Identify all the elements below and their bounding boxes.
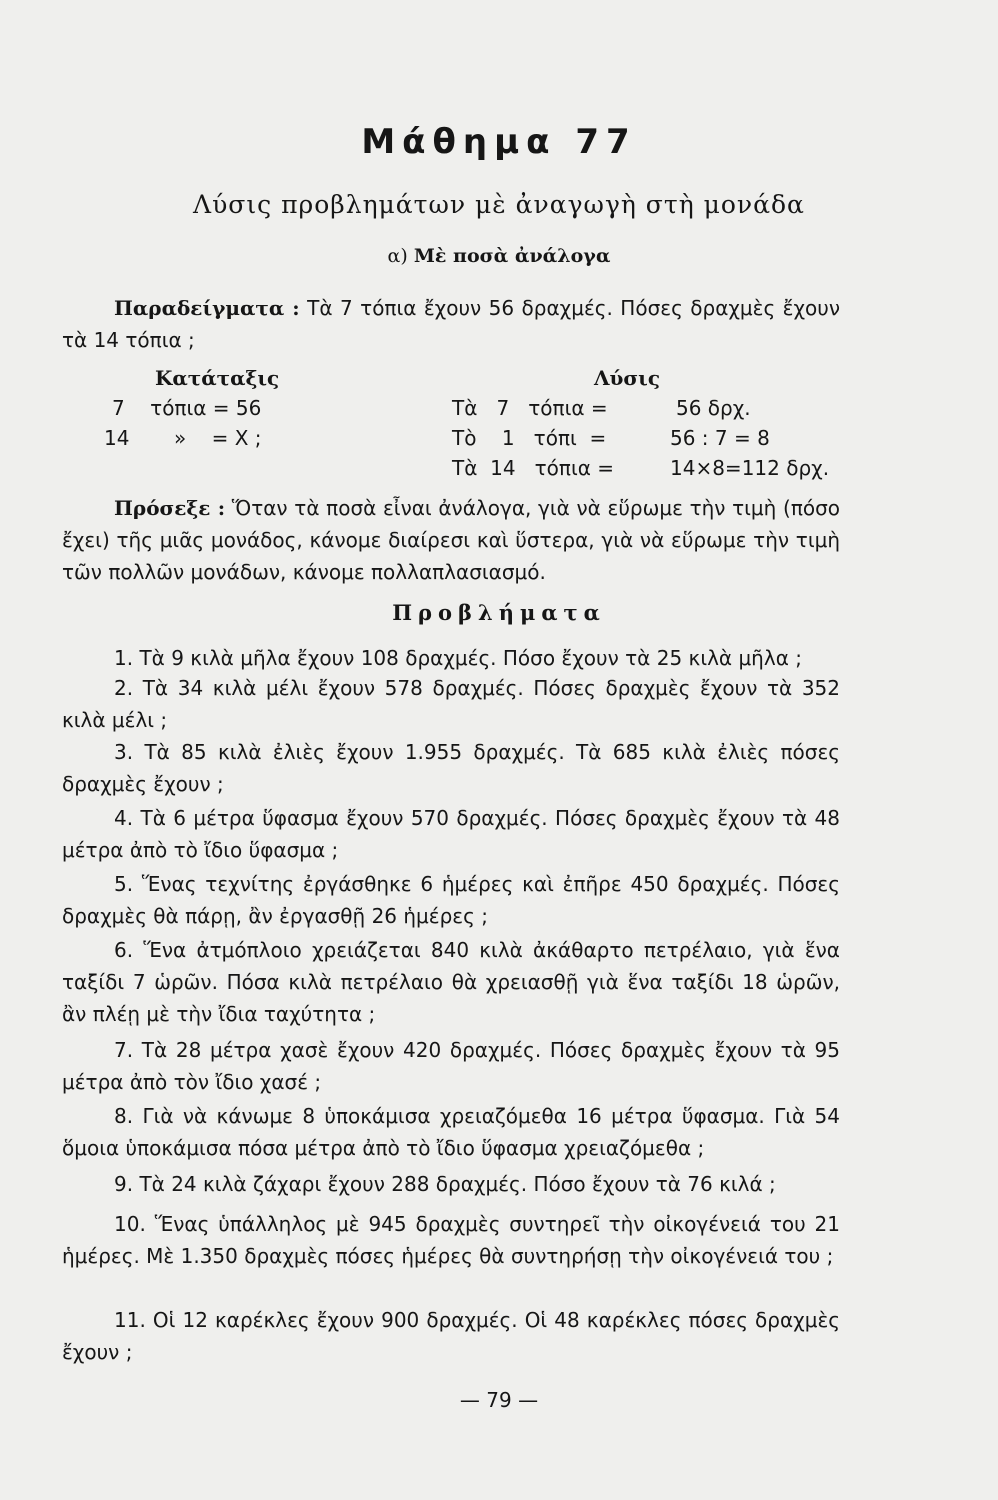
problem-item	[62, 642, 840, 674]
example-text: Τὰ 7 τόπια ἔχουν 56 δραχμές. Πόσες δραχμὲς ἔχουν τὰ 14 τόπια ;	[62, 296, 840, 352]
solution-row-left: Τὰ 14 τόπια =	[452, 456, 615, 480]
problem-number: 9.	[114, 1172, 134, 1196]
problem-number: 2.	[114, 676, 134, 700]
problem-item	[62, 736, 840, 800]
problem-number: 6.	[114, 938, 134, 962]
note-text: Ὅταν τὰ ποσὰ εἶναι ἀνάλογα, γιὰ νὰ εὕρωμε τὴν τιμὴ (πόσο ἔχει) τῆς μιᾶς μονάδος, κάνομε διαίρεσι καὶ ὕστερα, γιὰ νὰ εὕρωμε τὴν τιμὴ τῶν πολλῶν μονάδων, κάνομε πολλαπλασιασμό.	[62, 496, 841, 584]
problem-item	[62, 1100, 840, 1164]
problem-item	[62, 1168, 840, 1200]
problem-number: 7.	[114, 1038, 134, 1062]
problem-item	[62, 672, 840, 736]
problem-number: 4.	[114, 806, 134, 830]
example-label: Παραδείγματα :	[114, 296, 300, 320]
arrangement-row: 14 » = X ;	[104, 426, 262, 450]
problem-number: 8.	[114, 1104, 134, 1128]
lesson-subtitle: Λύσις προβλημάτων μὲ ἀναγωγὴ στὴ μονάδα	[193, 190, 805, 219]
problem-text: Οἱ 12 καρέκλες ἔχουν 900 δραχμές. Οἱ 48 καρέκλες πόσες δραχμὲς ἔχουν ;	[62, 1308, 840, 1364]
problem-number: 3.	[114, 740, 134, 764]
problem-number: 1.	[114, 646, 134, 670]
problem-number: 11.	[114, 1308, 146, 1332]
solution-row-left: Τὸ 1 τόπι =	[452, 426, 607, 450]
problem-item	[62, 934, 840, 1030]
problem-text: Τὰ 85 κιλὰ ἐλιὲς ἔχουν 1.955 δραχμές. Τὰ 685 κιλὰ ἐλιὲς πόσες δραχμὲς ἔχουν ;	[62, 740, 840, 796]
problem-text: Ἕνα ἀτμόπλοιο χρειάζεται 840 κιλὰ ἀκάθαρτο πετρέλαιο, γιὰ ἕνα ταξίδι 7 ὡρῶν. Πόσα κιλὰ πετρέλαιο θὰ χρειασθῇ γιὰ ἕνα ταξίδι 18 ὡρῶν, ἂν πλέῃ μὲ τὴν ἴδια ταχύτητα ;	[62, 938, 840, 1026]
section-heading	[0, 245, 998, 267]
problem-text: Γιὰ νὰ κάνωμε 8 ὑποκάμισα χρειαζόμεθα 16 μέτρα ὕφασμα. Γιὰ 54 ὅμοια ὑποκάμισα πόσα μέτρα ἀπὸ τὸ ἴδιο ὕφασμα χρειαζόμεθα ;	[62, 1104, 841, 1160]
problem-number: 10.	[114, 1212, 146, 1236]
problem-item	[62, 868, 840, 932]
problem-item	[62, 1304, 840, 1368]
problem-item	[62, 802, 840, 866]
solution-heading: Λύσις	[594, 366, 660, 390]
problem-text: Ἕνας ὑπάλληλος μὲ 945 δραχμὲς συντηρεῖ τὴν οἰκογένειά του 21 ἡμέρες. Μὲ 1.350 δραχμὲς πόσες ἡμέρες θὰ συντηρήσῃ τὴν οἰκογένειά του ;	[62, 1212, 840, 1268]
note-label: Πρόσεξε :	[114, 496, 226, 520]
problem-item	[62, 1208, 840, 1272]
arrangement-heading: Κατάταξις	[155, 366, 280, 390]
note-paragraph	[62, 492, 840, 588]
arrangement-row: 7 τόπια = 56	[112, 396, 262, 420]
solution-row-left: Τὰ 7 τόπια =	[452, 396, 608, 420]
solution-row-right: 56 : 7 = 8	[670, 426, 770, 450]
problem-text: Ἕνας τεχνίτης ἐργάσθηκε 6 ἡμέρες καὶ ἐπῆρε 450 δραχμές. Πόσες δραχμὲς θὰ πάρῃ, ἂν ἐργασθῇ 26 ἡμέρες ;	[62, 872, 840, 928]
problem-text: Τὰ 9 κιλὰ μῆλα ἔχουν 108 δραχμές. Πόσο ἔχουν τὰ 25 κιλὰ μῆλα ;	[139, 646, 802, 670]
problem-text: Τὰ 34 κιλὰ μέλι ἔχουν 578 δραχμές. Πόσες δραχμὲς ἔχουν τὰ 352 κιλὰ μέλι ;	[62, 676, 841, 732]
problem-text: Τὰ 28 μέτρα χασὲ ἔχουν 420 δραχμές. Πόσες δραχμὲς ἔχουν τὰ 95 μέτρα ἀπὸ τὸν ἴδιο χασέ ;	[62, 1038, 841, 1094]
page-number: — 79 —	[459, 1388, 539, 1412]
problems-heading: Προβλήματα	[392, 600, 606, 625]
problem-text: Τὰ 6 μέτρα ὕφασμα ἔχουν 570 δραχμές. Πόσες δραχμὲς ἔχουν τὰ 48 μέτρα ἀπὸ τὸ ἴδιο ὕφασμα ;	[62, 806, 841, 862]
problem-number: 5.	[114, 872, 134, 896]
section-marker: α)	[387, 245, 408, 267]
lesson-title: Μάθημα 77	[361, 122, 637, 162]
problem-text: Τὰ 24 κιλὰ ζάχαρι ἔχουν 288 δραχμές. Πόσο ἔχουν τὰ 76 κιλά ;	[139, 1172, 776, 1196]
problem-item	[62, 1034, 840, 1098]
solution-row-right: 56 δρχ.	[676, 396, 751, 420]
example-paragraph	[62, 292, 840, 356]
section-title: Μὲ ποσὰ ἀνάλογα	[413, 245, 611, 267]
solution-row-right: 14×8=112 δρχ.	[670, 456, 830, 480]
